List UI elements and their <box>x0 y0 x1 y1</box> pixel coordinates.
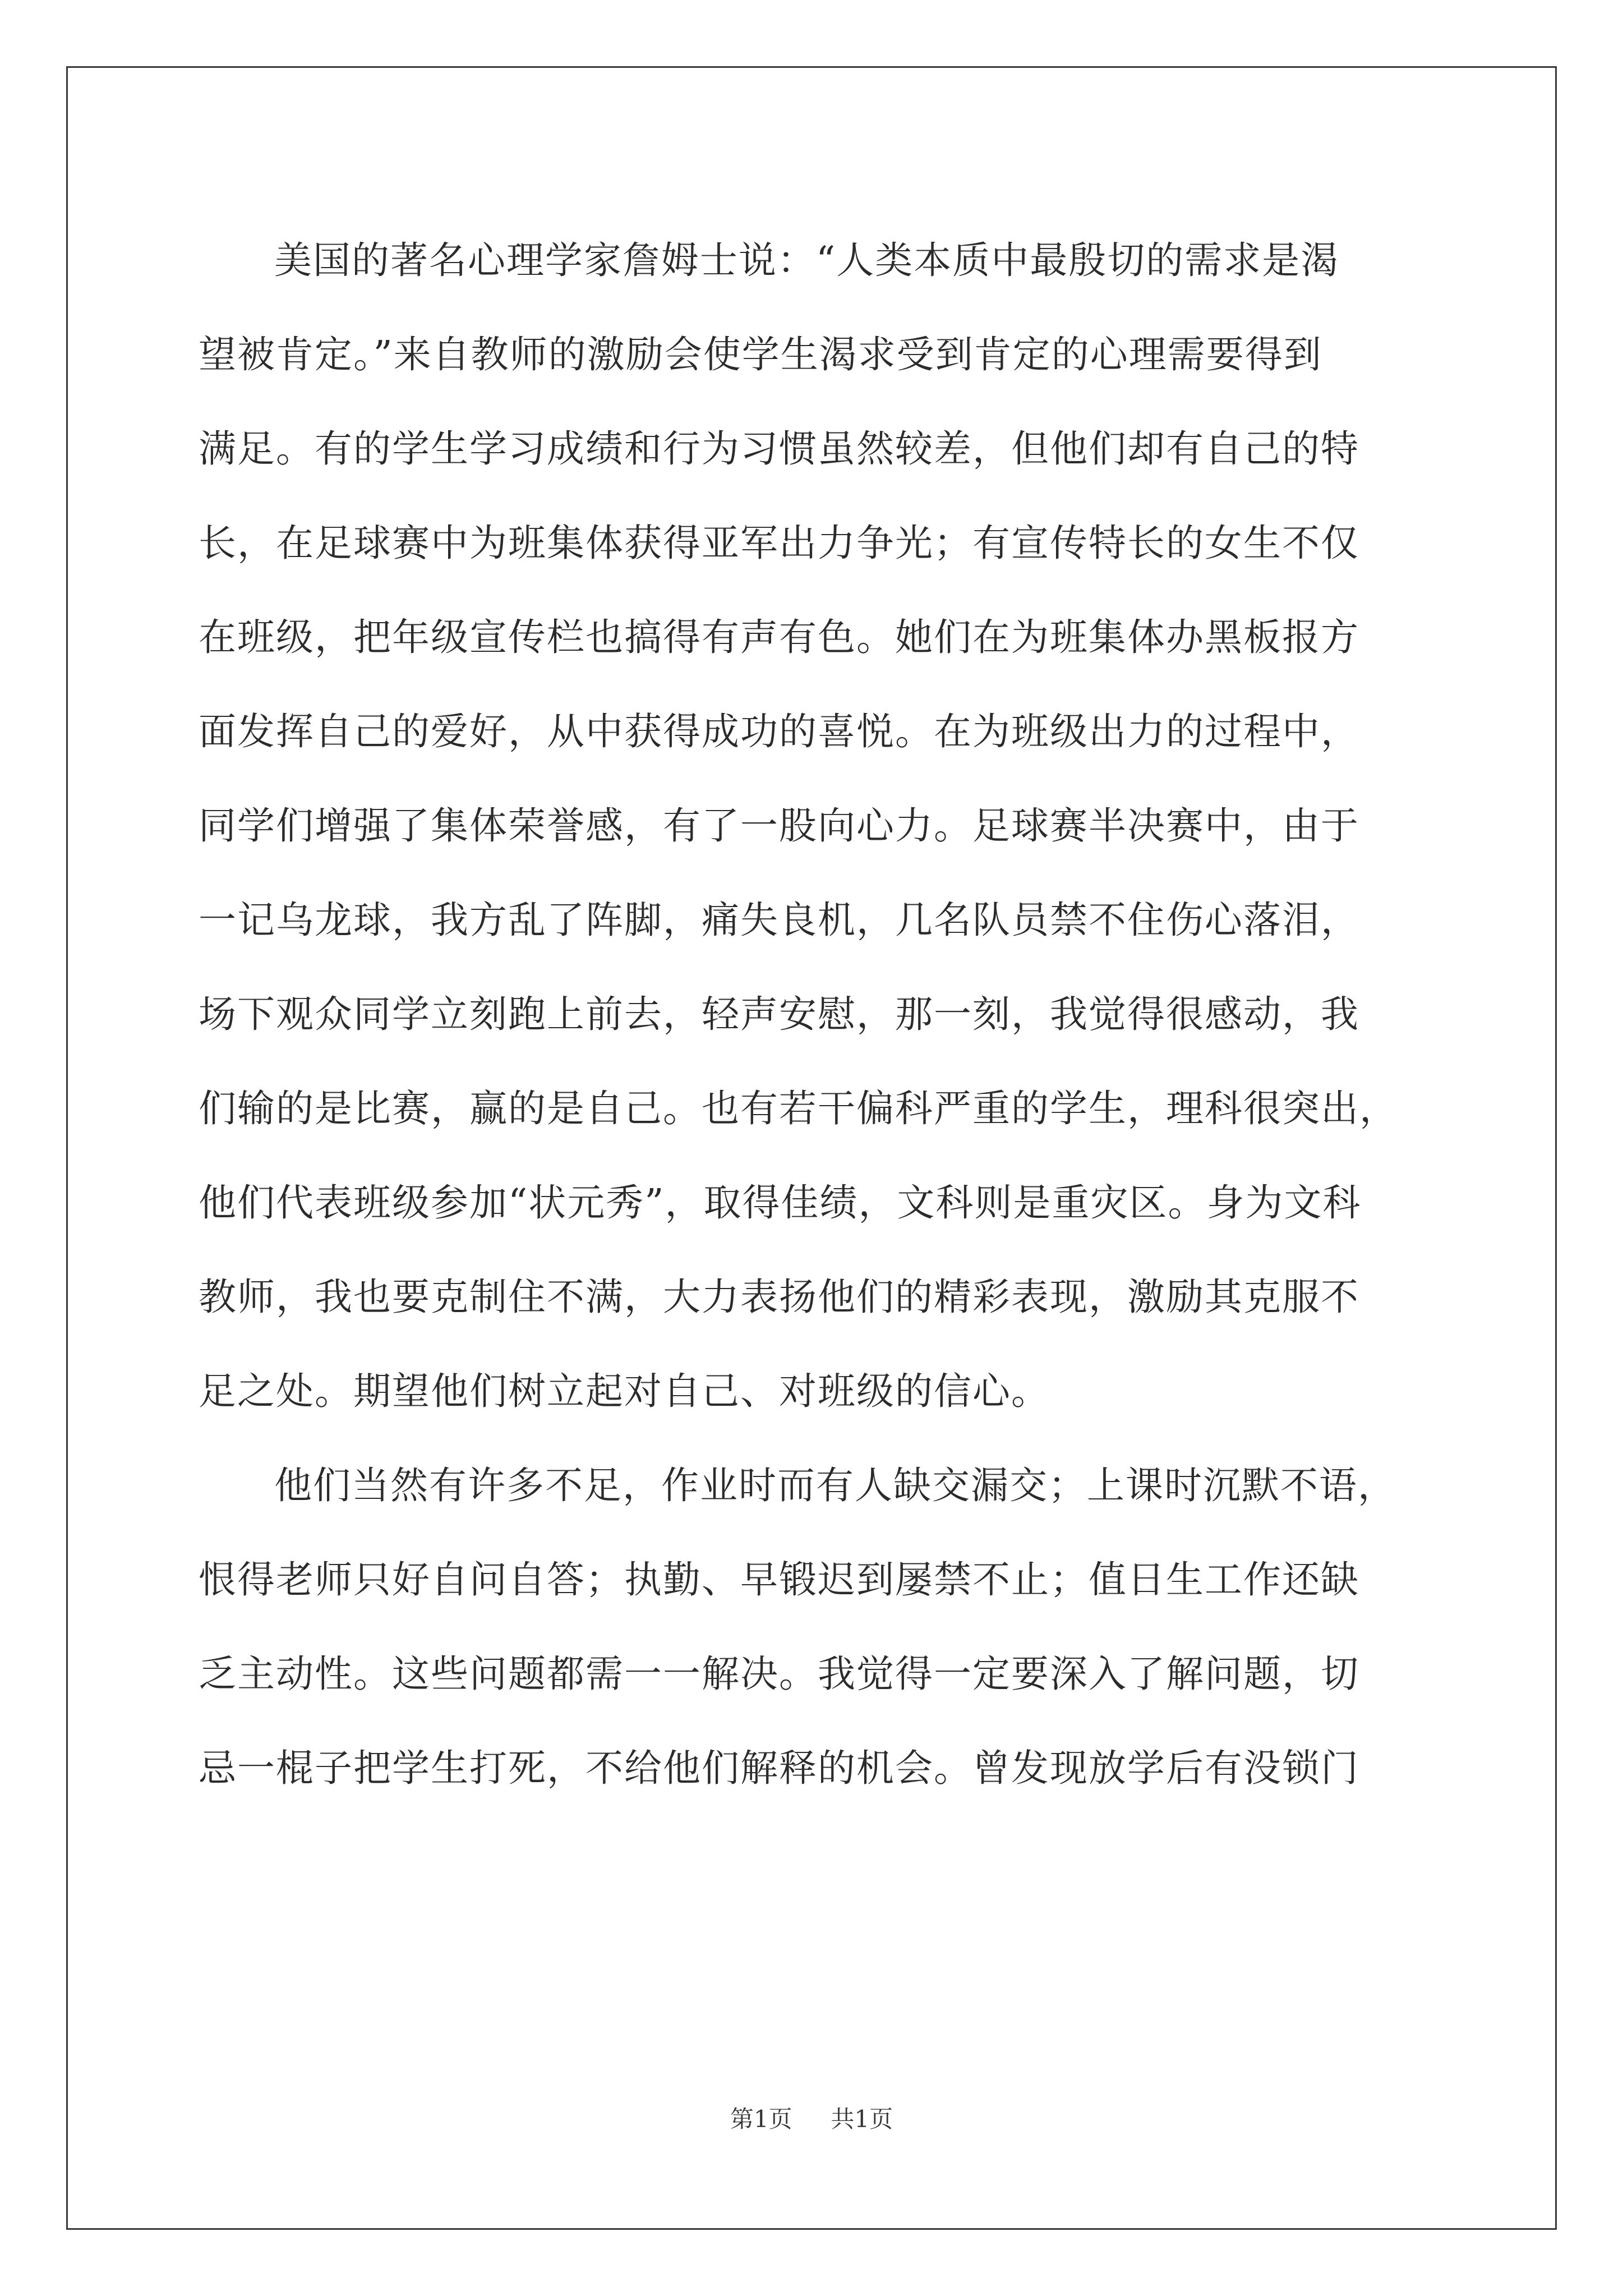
text-line: 恨得老师只好自问自答；执勤、早锻迟到屡禁不止；值日生工作还缺 <box>199 1558 1359 1602</box>
document-body <box>199 213 1427 1815</box>
text-line: 满足。有的学生学习成绩和行为习惯虽然较差，但他们却有自己的特 <box>199 427 1359 471</box>
text-line: 一记乌龙球，我方乱了阵脚，痛失良机，几名队员禁不住伤心落泪， <box>199 898 1359 942</box>
page-number: 第1页 <box>730 2105 792 2133</box>
text-line: 在班级，把年级宣传栏也搞得有声有色。她们在为班集体办黑板报方 <box>199 615 1359 659</box>
text-line: 教师，我也要克制住不满，大力表扬他们的精彩表现，激励其克服不 <box>199 1275 1359 1319</box>
text-line: 场下观众同学立刻跑上前去，轻声安慰，那一刻，我觉得很感动，我 <box>199 992 1359 1036</box>
page-footer <box>0 2101 1623 2134</box>
text-line: 他们代表班级参加“状元秀”，取得佳绩，文科则是重灾区。身为文科 <box>199 1181 1362 1225</box>
page-total: 共1页 <box>831 2105 893 2133</box>
text-line: 乏主动性。这些问题都需一一解决。我觉得一定要深入了解问题，切 <box>199 1652 1359 1696</box>
text-line: 忌一棍子把学生打死，不给他们解释的机会。曾发现放学后有没锁门 <box>199 1746 1359 1790</box>
paragraph-1 <box>199 213 1427 1438</box>
text-line: 们输的是比赛，赢的是自己。也有若干偏科严重的学生，理科很突出， <box>199 1087 1398 1130</box>
text-line: 同学们增强了集体荣誉感，有了一股向心力。足球赛半决赛中，由于 <box>199 804 1359 848</box>
text-line: 面发挥自己的爱好，从中获得成功的喜悦。在为班级出力的过程中， <box>199 710 1359 753</box>
text-line: 望被肯定。”来自教师的激励会使学生渴求受到肯定的心理需要得到 <box>199 333 1322 376</box>
paragraph-2 <box>199 1438 1427 1815</box>
text-line: 他们当然有许多不足，作业时而有人缺交漏交；上课时沉默不语， <box>274 1464 1396 1507</box>
text-line: 足之处。期望他们树立起对自己、对班级的信心。 <box>199 1369 1050 1413</box>
text-line: 美国的著名心理学家詹姆士说：“人类本质中最殷切的需求是渴 <box>274 238 1340 282</box>
text-line: 长，在足球赛中为班集体获得亚军出力争光；有宣传特长的女生不仅 <box>199 521 1359 565</box>
